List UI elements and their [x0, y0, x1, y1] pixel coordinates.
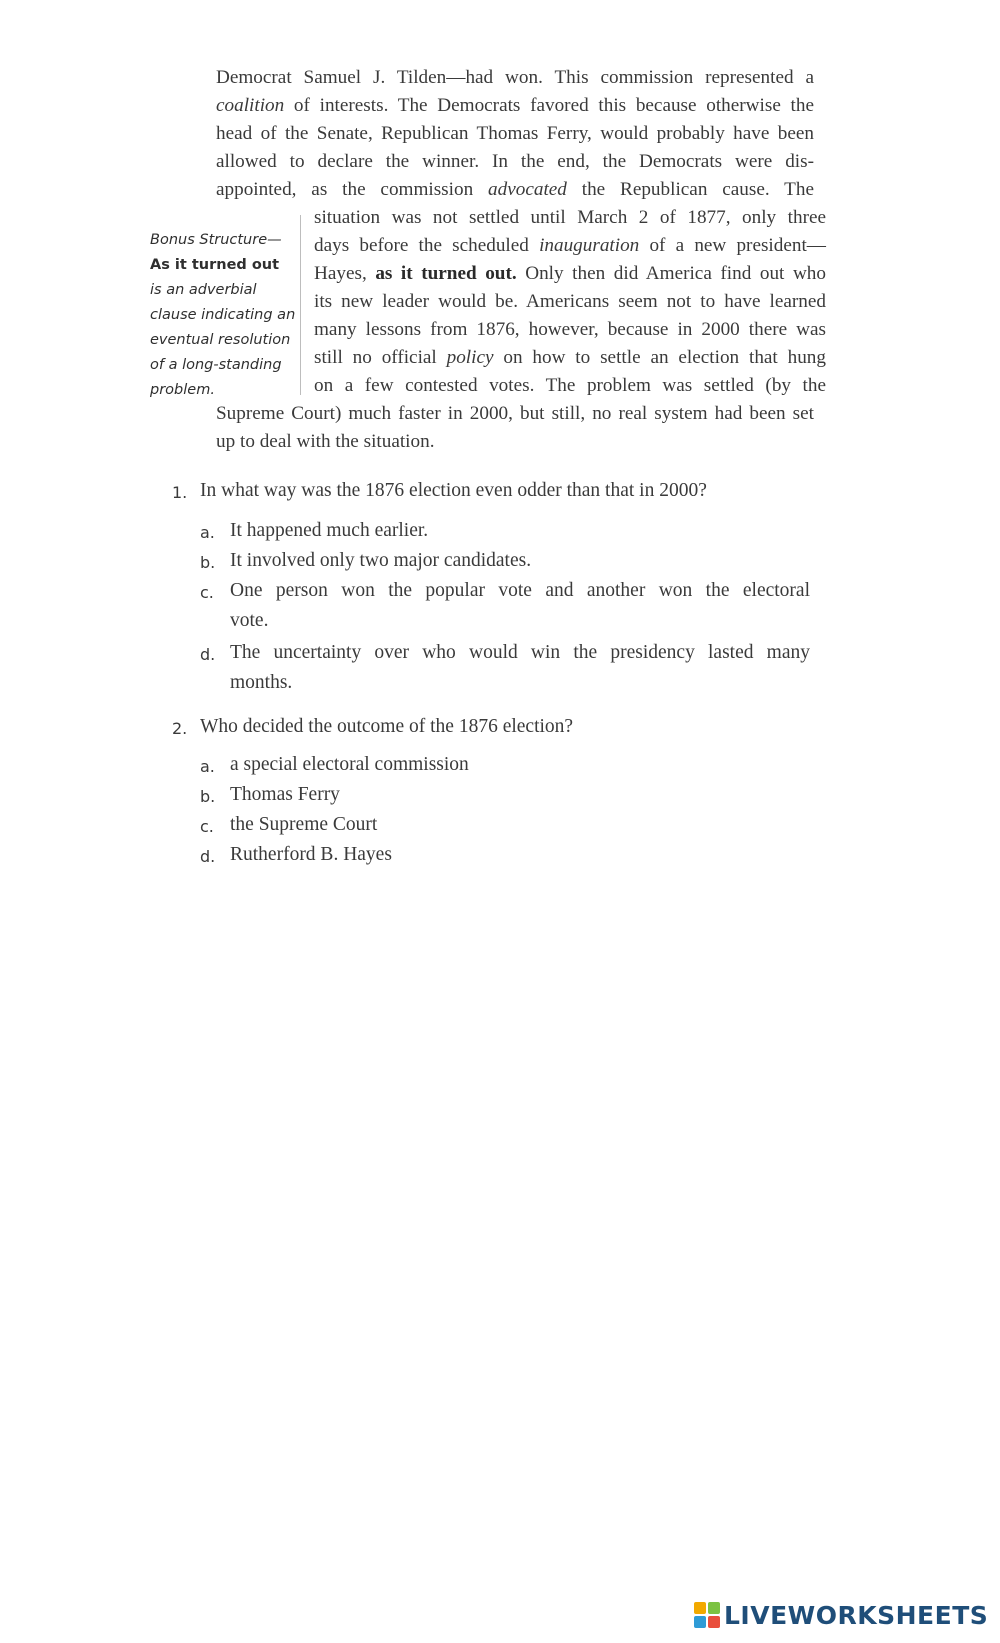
option-text-continued[interactable]: months. [230, 672, 293, 693]
logo-square [694, 1616, 706, 1628]
note-line: clause indicating an [150, 307, 296, 323]
option-text[interactable]: a special electoral commission [230, 754, 469, 775]
option-text[interactable]: It involved only two major candidates. [230, 550, 532, 571]
option-letter: c. [200, 817, 214, 836]
option-letter: c. [200, 583, 214, 602]
passage-line: situation was not settled until March 2 of 1877, only three [314, 207, 826, 228]
option-letter: d. [200, 645, 216, 664]
option-text[interactable]: One person won the popular vote and another won the electoral [230, 580, 810, 601]
logo-square [708, 1602, 720, 1614]
logo-text: LIVEWORKSHEETS [724, 1600, 989, 1630]
option-text[interactable]: the Supreme Court [230, 814, 378, 835]
passage-line: still no official policy on how to settle an election that hung [314, 347, 826, 368]
note-line: eventual resolution [150, 332, 291, 348]
note-title: Bonus Structure— [150, 232, 282, 248]
sidebar-divider [300, 215, 301, 395]
passage-line: on a few contested votes. The problem was settled (by the [314, 375, 826, 396]
option-text[interactable]: Rutherford B. Hayes [230, 844, 392, 865]
liveworksheets-logo [694, 1598, 988, 1632]
passage-line: coalition of interests. The Democrats favored this because otherwise the [216, 95, 814, 116]
option-letter: d. [200, 847, 216, 866]
passage-line: its new leader would be. Americans seem not to have learned [314, 291, 826, 312]
passage-line: allowed to declare the winner. In the end, the Democrats were dis- [216, 151, 814, 172]
option-letter: b. [200, 553, 216, 572]
note-phrase: As it turned out [150, 257, 280, 273]
passage-line: many lessons from 1876, however, because in 2000 there was [314, 319, 826, 340]
note-line: problem. [150, 382, 215, 398]
option-text[interactable]: It happened much earlier. [230, 520, 429, 541]
passage-line: days before the scheduled inauguration of a new president— [314, 235, 826, 256]
passage-line: Democrat Samuel J. Tilden—had won. This commission represented a [216, 67, 814, 88]
option-letter: a. [200, 757, 215, 776]
passage-line: appointed, as the commission advocated the Republican cause. The [216, 179, 814, 200]
option-text[interactable]: Thomas Ferry [230, 784, 340, 805]
logo-square [694, 1602, 706, 1614]
note-line: is an adverbial [150, 282, 257, 298]
passage-line: Hayes, as it turned out. Only then did America find out who [314, 263, 826, 284]
passage-line: Supreme Court) much faster in 2000, but still, no real system had been set [216, 403, 814, 424]
option-text[interactable]: The uncertainty over who would win the presidency lasted many [230, 642, 810, 663]
question-text: Who decided the outcome of the 1876 election? [200, 716, 574, 737]
bonus-structure-note [150, 228, 300, 403]
logo-square [708, 1616, 720, 1628]
passage-line: head of the Senate, Republican Thomas Ferry, would probably have been [216, 123, 814, 144]
option-text-continued[interactable]: vote. [230, 610, 269, 631]
question-text: In what way was the 1876 election even odder than that in 2000? [200, 480, 707, 501]
logo-icon [694, 1602, 720, 1628]
question-number: 2. [172, 719, 188, 738]
option-letter: b. [200, 787, 216, 806]
question-number: 1. [172, 483, 188, 502]
passage-line: up to deal with the situation. [216, 431, 435, 452]
note-line: of a long-standing [150, 357, 282, 373]
option-letter: a. [200, 523, 215, 542]
